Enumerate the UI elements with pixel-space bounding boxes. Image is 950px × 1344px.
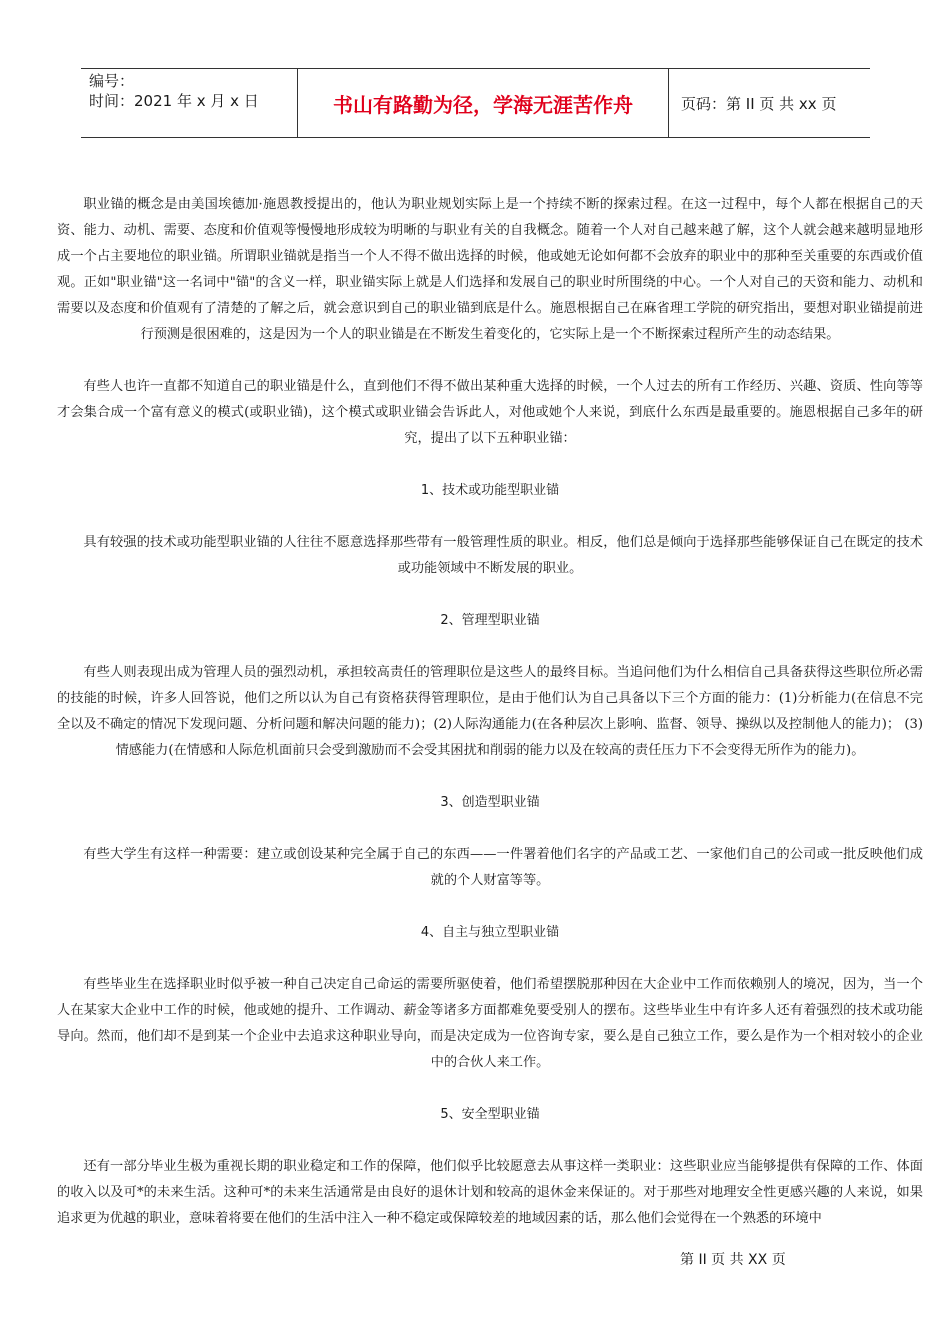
document-date-label: 时间：2021 年 x 月 x 日 (89, 92, 259, 110)
paragraph-creative: 有些大学生有这样一种需要：建立或创设某种完全属于自己的东西——一件署着他们名字的产品或工艺、一家他们自己的公司或一批反映他们成就的个人财富等等。 (83, 847, 923, 888)
document-number-label: 编号： (89, 72, 135, 90)
paragraph-management: 有些人则表现出成为管理人员的强烈动机，承担较高责任的管理职位是这些人的最终目标。当追问他们为什么相信自己具备获得这些职位所必需的技能的时候，许多人回答说，他们之所以认为自己有资格获得管理职位，是由于他们认为自己具备以下三个方面的能力：(1)分析能力(在信息不完全以及不确定的情况下发现问题、分析问题和解决问题的能力)；(2)人际沟通能力(在各种层次上影响、监督、领导、操纵以及控制他人的能力)； (3)情感能力(在情感和人际危机面前只会受到激励而不会受其困扰和削弱的能力以及在较高的责任压力下不会变得无所作为的能力)。 (57, 665, 923, 758)
section-heading-creative: 3、创造型职业锚 (440, 795, 540, 810)
section-heading-autonomy: 4、自主与独立型职业锚 (420, 925, 560, 940)
section-heading-management: 2、管理型职业锚 (440, 613, 540, 628)
page-footer: 第 II 页 共 XX 页 (680, 1252, 786, 1268)
header-page-label: 页码：第 II 页 共 xx 页 (681, 94, 837, 113)
document-body (57, 192, 923, 1232)
section-heading-security: 5、安全型职业锚 (440, 1107, 540, 1122)
paragraph-overview: 有些人也许一直都不知道自己的职业锚是什么，直到他们不得不做出某种重大选择的时候，一个人过去的所有工作经历、兴趣、资质、性向等等才会集合成一个富有意义的模式(或职业锚)，这个模式或职业锚会告诉此人，对他或她个人来说，到底什么东西是最重要的。施恩根据自己多年的研究，提出了以下五种职业锚： (57, 379, 923, 446)
document-header (81, 68, 870, 138)
section-heading-technical: 1、技术或功能型职业锚 (420, 483, 560, 498)
paragraph-intro: 职业锚的概念是由美国埃德加·施恩教授提出的，他认为职业规划实际上是一个持续不断的探索过程。在这一过程中，每个人都在根据自己的天资、能力、动机、需要、态度和价值观等慢慢地形成较为明晰的与职业有关的自我概念。随着一个人对自己越来越了解，这个人就会越来越明显地形成一个占主要地位的职业锚。所谓职业锚就是指当一个人不得不做出选择的时候，他或她无论如何都不会放弃的职业中的那种至关重要的东西或价值观。正如"职业锚"这一名词中"锚"的含义一样，职业锚实际上就是人们选择和发展自己的职业时所围绕的中心。一个人对自己的天资和能力、动机和需要以及态度和价值观有了清楚的了解之后，就会意识到自己的职业锚到底是什么。施恩根据自己在麻省理工学院的研究指出，要想对职业锚提前进行预测是很困难的，这是因为一个人的职业锚是在不断发生着变化的，它实际上是一个不断探索过程所产生的动态结果。 (57, 197, 923, 342)
header-motto: 书山有路勤为径，学海无涯苦作舟 (298, 69, 669, 137)
paragraph-technical: 具有较强的技术或功能型职业锚的人往往不愿意选择那些带有一般管理性质的职业。相反，他们总是倾向于选择那些能够保证自己在既定的技术或功能领域中不断发展的职业。 (83, 535, 923, 576)
paragraph-security: 还有一部分毕业生极为重视长期的职业稳定和工作的保障，他们似乎比较愿意去从事这样一类职业：这些职业应当能够提供有保障的工作、体面的收入以及可*的未来生活。这种可*的未来生活通常是由良好的退休计划和较高的退休金来保证的。对于那些对地理安全性更感兴趣的人来说，如果追求更为优越的职业，意味着将要在他们的生活中注入一种不稳定或保障较差的地域因素的话，那么他们会觉得在一个熟悉的环境中 (57, 1159, 923, 1226)
paragraph-autonomy: 有些毕业生在选择职业时似乎被一种自己决定自己命运的需要所驱使着，他们希望摆脱那种因在大企业中工作而依赖别人的境况，因为，当一个人在某家大企业中工作的时候，他或她的提升、工作调动、薪金等诸多方面都难免要受别人的摆布。这些毕业生中有许多人还有着强烈的技术或功能导向。然而，他们却不是到某一个企业中去追求这种职业导向，而是决定成为一位咨询专家，要么是自己独立工作，要么是作为一个相对较小的企业中的合伙人来工作。 (57, 977, 923, 1070)
header-meta (81, 69, 298, 137)
